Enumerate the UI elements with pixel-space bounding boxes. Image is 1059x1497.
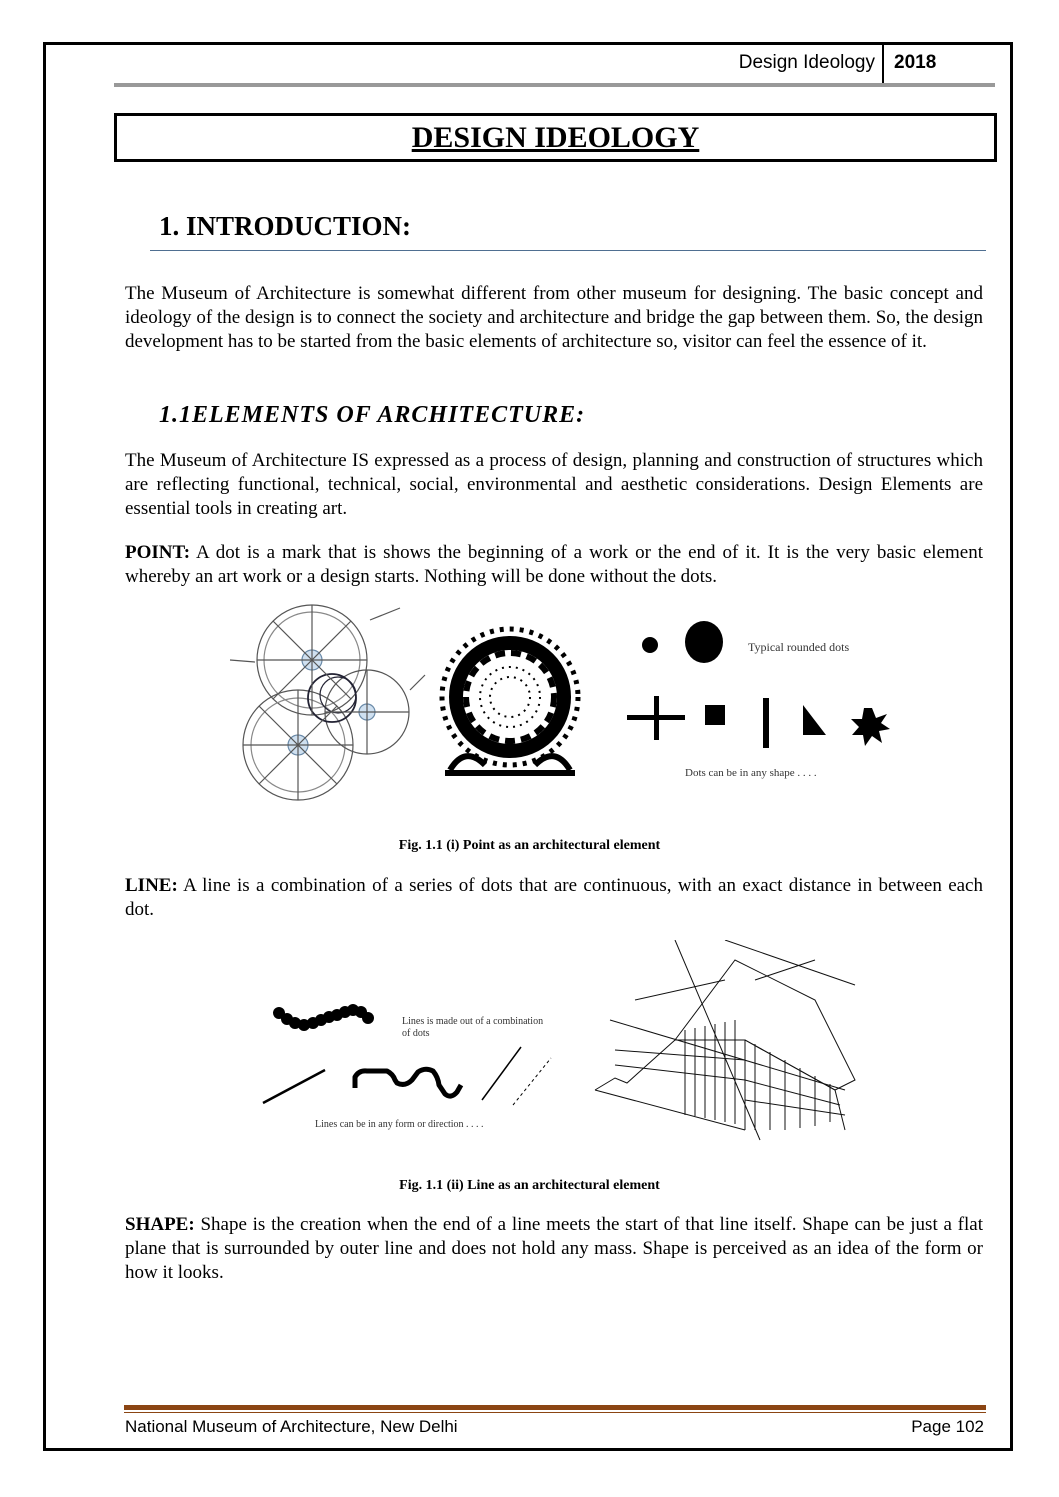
elements-paragraph: The Museum of Architecture IS expressed as a process of design, planning and construction of structures which are reflecting functional, technical, social, environmental and aesthetic considerations. Design Elements are essential tools in creating art. [125, 450, 983, 519]
header-year: 2018 [894, 52, 937, 73]
point-paragraph [125, 541, 983, 589]
triangle-shape [803, 705, 826, 735]
line-paragraph [125, 874, 983, 922]
rotunda-plan-drawing [442, 629, 578, 776]
introduction-paragraph: The Museum of Architecture is somewhat different from other museum for designing. The basic concept and ideology of the design is to connect the society and architecture and bridge the gap between them. So, the design development has to be started from the basic elements of architecture so, visitor can feel the essence of it. [125, 283, 983, 352]
point-label: POINT: [125, 542, 191, 563]
line-label: LINE: [125, 875, 178, 896]
line-text: A line is a combination of a series of dots that are continuous, with an exact distance in between each dot. [125, 875, 983, 920]
wavy-line-drawing [355, 1069, 461, 1096]
sketch-circles-drawing [230, 605, 425, 800]
section-heading-introduction: 1. INTRODUCTION: [159, 211, 412, 241]
footer-institution: National Museum of Architecture, New Delhi [125, 1417, 458, 1436]
bar-shape [763, 698, 769, 748]
label-lines-any-direction: Lines can be in any form or direction . . . . [315, 1119, 484, 1130]
figure-point-caption: Fig. 1.1 (i) Point as an architectural element [398, 838, 661, 853]
small-dot [642, 637, 658, 653]
section-heading-elements: 1.1ELEMENTS OF ARCHITECTURE: [159, 402, 586, 428]
page-title: DESIGN IDEOLOGY [411, 121, 700, 154]
footer-rule-thin [124, 1412, 986, 1413]
label-lines-combination-1: Lines is made out of a combination [402, 1016, 544, 1027]
figure-line [255, 940, 865, 1145]
header-rule [114, 83, 995, 87]
building-sketch-drawing [595, 940, 855, 1140]
label-typical-rounded-dots: Typical rounded dots [748, 640, 850, 654]
footer-rule [124, 1405, 986, 1410]
shape-paragraph [125, 1213, 983, 1285]
header-separator [882, 44, 884, 85]
label-dots-any-shape: Dots can be in any shape . . . . [685, 767, 817, 779]
label-lines-combination-2: of dots [402, 1028, 430, 1039]
figure-point [220, 600, 900, 815]
straight-line-drawing [263, 1070, 325, 1103]
star-shape [851, 708, 890, 746]
diagonal-line-drawing [482, 1047, 521, 1100]
dashed-line-drawing [513, 1058, 551, 1105]
dotted-curve-drawing [273, 1004, 374, 1031]
point-text: A dot is a mark that is shows the beginning of a work or the end of it. It is the very basic element whereby an art work or a design starts. Nothing will be done without the dots. [125, 542, 983, 587]
section-heading-rule [150, 250, 986, 251]
page-title-box [114, 113, 997, 162]
shape-text: Shape is the creation when the end of a line meets the start of that line itself. Shape can be just a flat plane that is surrounded by outer line and does not hold any mass. Shape is perceived as an idea of the form or how it looks. [125, 1214, 983, 1283]
figure-line-caption: Fig. 1.1 (ii) Line as an architectural element [399, 1178, 660, 1193]
header-title: Design Ideology [738, 52, 875, 73]
square-shape [705, 705, 725, 725]
large-dot [685, 621, 723, 663]
footer-page-number: Page 102 [911, 1417, 984, 1436]
shape-label: SHAPE: [125, 1214, 195, 1235]
